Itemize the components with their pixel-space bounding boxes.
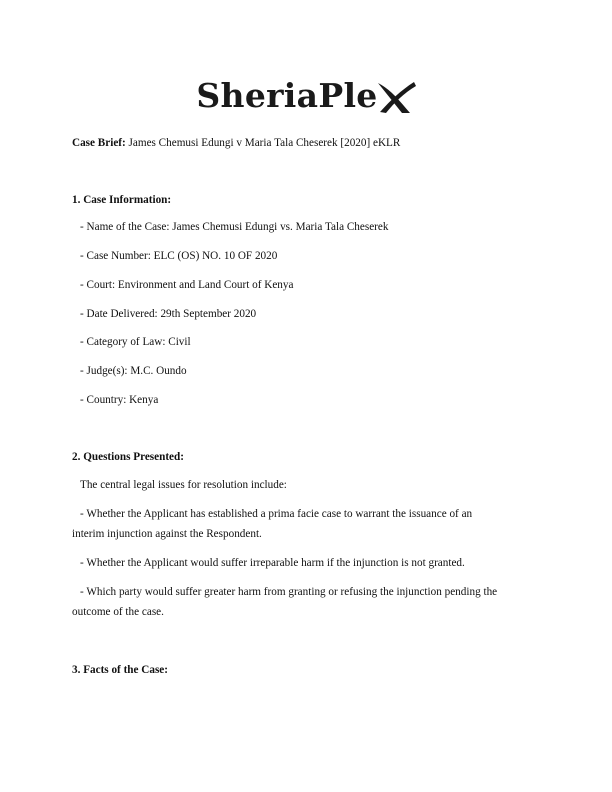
case-brief-line [72, 137, 400, 150]
case-info-item: - Date Delivered: 29th September 2020 [80, 308, 257, 320]
logo-wordmark: SheriaPle [196, 75, 378, 115]
case-info-item: - Judge(s): M.C. Oundo [80, 365, 187, 377]
question-item: - Whether the Applicant would suffer irreparable harm if the injunction is not granted. [80, 557, 465, 569]
section-heading-case-information: 1. Case Information: [72, 194, 172, 206]
question-item: - Which party would suffer greater harm from granting or refusing the injunction pending the [80, 586, 498, 598]
question-item: - Whether the Applicant has established a prima facie case to warrant the issuance of an [80, 508, 473, 520]
x-swoosh-icon [376, 79, 416, 115]
case-info-item: - Court: Environment and Land Court of Kenya [80, 279, 294, 291]
question-item-continuation: outcome of the case. [72, 606, 164, 618]
case-info-item: - Category of Law: Civil [80, 336, 191, 348]
section-heading-facts-of-the-case: 3. Facts of the Case: [72, 664, 169, 676]
case-brief-label: Case Brief: [72, 137, 126, 149]
sheriaplex-logo [0, 70, 612, 120]
case-info-item: - Name of the Case: James Chemusi Edungi vs. Maria Tala Cheserek [80, 221, 389, 233]
section-heading-questions-presented: 2. Questions Presented: [72, 451, 184, 463]
question-item-continuation: interim injunction against the Respondent. [72, 528, 262, 540]
questions-intro: The central legal issues for resolution include: [80, 479, 287, 491]
case-info-item: - Country: Kenya [80, 394, 159, 406]
case-info-item: - Case Number: ELC (OS) NO. 10 OF 2020 [80, 250, 278, 262]
case-brief-title: James Chemusi Edungi v Maria Tala Cheserek [2020] eKLR [125, 137, 401, 149]
